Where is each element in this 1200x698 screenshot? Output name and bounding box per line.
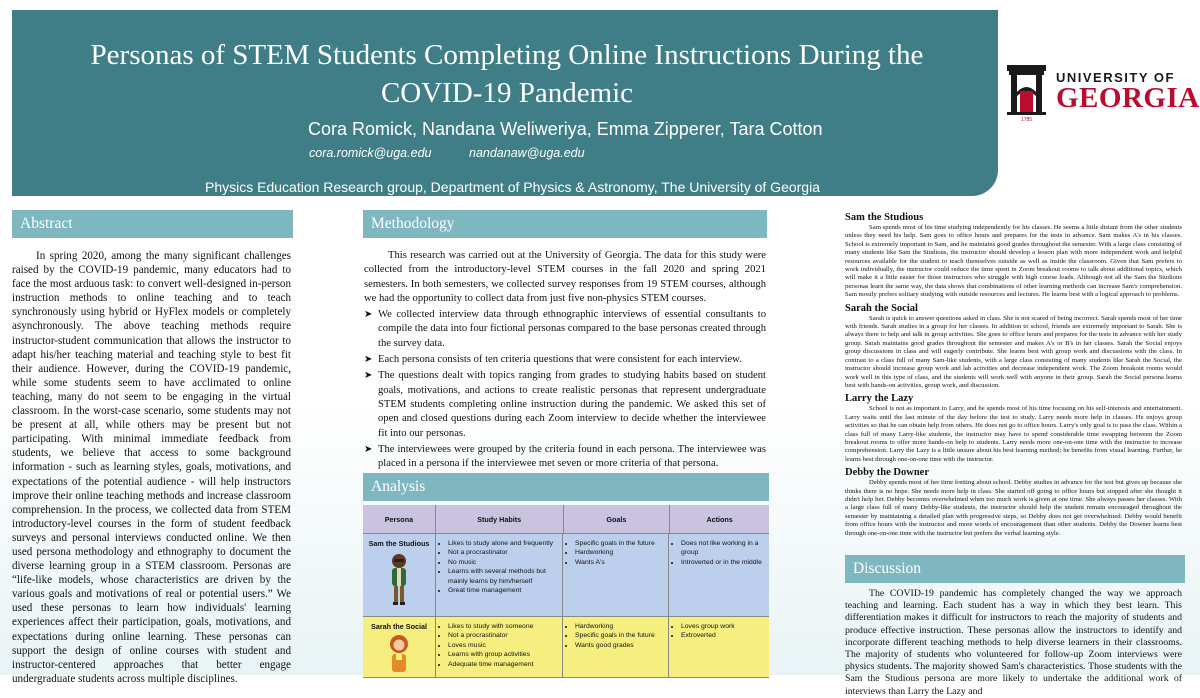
university-logo (1004, 62, 1200, 124)
logo-line-2: GEORGIA (1056, 82, 1200, 114)
persona-descriptions (845, 211, 1182, 540)
list-item: ➤ Each persona consists of ten criteria questions that were consistent for each interview. (364, 353, 766, 367)
discussion-body (845, 588, 1182, 698)
column-header: Goals (564, 505, 671, 533)
column-header: Persona (363, 505, 436, 533)
student-avatar-icon (386, 552, 412, 606)
list-item: • Great time management (448, 586, 559, 595)
analysis-heading: Analysis (363, 473, 769, 501)
list-item: • Wants A's (575, 558, 665, 567)
list-item: • Does not like working in a group (681, 539, 765, 558)
arch-icon (1004, 62, 1049, 122)
methodology-body (364, 249, 766, 473)
persona-heading: Debby the Downer (845, 467, 929, 479)
list-item: • Not a procrastinator (448, 548, 559, 557)
persona-table (363, 505, 769, 678)
persona-text: School is not as important to Larry, and he spends most of his time focusing on his self-interests and entertainment. Larry waits until the last minute of the day before the test to study. Larry needs more help in classes. He enjoys group activities so that he can obtain help from others. He does not go to office hours. Larry's only goal is to pass the class. Within a class full of many Larry-like students, the instructor may have to spend considerable time swapping between the Zoom breakout rooms to offer more hands-on help to students. Larry needs more one-on-one time with the instructor to increase comprehension. Larry the Lazy is a little unsure about his best learning method; he benefits from visual learning. Further, he learns best through one-on-one time with the instructor. (845, 405, 1182, 463)
actions-cell (669, 617, 768, 677)
arrow-bullet-icon: ➤ (364, 309, 373, 321)
column-header: Study Habits (436, 505, 564, 533)
list-item: • No music (448, 558, 559, 567)
author-list: Cora Romick, Nandana Weliweriya, Emma Zipperer, Tara Cotton (308, 119, 823, 139)
affiliation: Physics Education Research group, Department of Physics & Astronomy, The University of Georgia (205, 179, 820, 195)
persona-text: Sarah is quick to answer questions asked in class. She is not scared of being incorrect. Sarah spends most of her time with friends. Sarah studies in a group for her classes. In addition to school, friends are extremely important to Sarah. She is always there to help and talk in group activities. She goes to office hours and prepares for the tests in advance with her study group. Sarah maintains good grades throughout the semester and makes A's or B's in her classes. Sarah the Social enjoys group discussions in class and will eagerly contribute. She learns best with group work and discussions with the class. In contrast to a class full of many Sam-like students, with a large class consisting of many students like Sarah the Social, the instructor should increase group work and lab activities and decrease independent work. The Zoom breakout rooms would work well in this type of class, and the students will work well with anyone in their group. Sarah the Social persona learns best with hands-on activities, group work, and discussion. (845, 314, 1182, 389)
methodology-heading: Methodology (363, 210, 767, 238)
abstract-text: In spring 2020, among the many significant challenges raised by the COVID-19 pandemic, many educators had to face the most arduous task: to convert well-designed in-person instruction methods to online teaching and to teach synchronously using hybrid or HyFlex models or completely asynchronously. The above teaching methods require instructor-student communication that allows the instructor to adapt his/her teaching material and teaching style to best fit their audience. However, during the COVID-19 pandemic, while some students seem to have acclimated to online teaching, many do not seem to be engaging in the virtual classroom. In the worst-case scenario, some students may not be present at all, while others may be present but not participating. With minimal immediate feedback from students, we believe that access to some background information - such as learning styles, goals, motivations, and expectations of the potential audience - will help instructors improve their online teaching methods and increase classroom comprehension. In the process, we collected data from STEM introductory-level courses in the form of student feedback surveys and personal interviews conducted online. We then used persona methodology and ethnography to document the diverse learning group in a STEM classroom. Personas are “life-like models, whose characteristics are driven by the various goals and motivations of real or potential users.” We used these personas to learn how individuals' learning experiences affect their participation, goals, motivations, and expectations during online learning. These personas can support the design of online courses with student and instructor-centered approaches that better engage undergraduate students across multiple disciplines. (12, 250, 291, 685)
list-item: • Learns with several methods but mainly learns by him/herself (448, 567, 559, 586)
goals-cell (563, 534, 669, 616)
list-item: ➤ The interviewees were grouped by the criteria found in each persona. The interviewee was placed in a persona if the interviewee met seven or more criteria of that persona. (364, 443, 766, 470)
list-item: • Introverted or in the middle (681, 558, 765, 567)
abstract-heading: Abstract (12, 210, 293, 238)
list-item: • Loves music (448, 641, 559, 650)
logo-line-1: UNIVERSITY OF (1056, 70, 1175, 85)
list-item: • Specific goals in the future (575, 539, 665, 548)
author-email-1[interactable]: cora.romick@uga.edu (309, 146, 432, 160)
list-item: • Specific goals in the future (575, 631, 665, 640)
table-row (363, 534, 769, 617)
list-item: • Adequate time management (448, 660, 559, 669)
list-item: ➤ We collected interview data through ethnographic interviews of essential consultants to compile the data into four fictional personas compared to the base personas created through the survey data. (364, 309, 767, 349)
poster-title: Personas of STEM Students Completing Online Instructions During the COVID-19 Pandemic (90, 39, 924, 109)
arrow-bullet-icon: ➤ (364, 443, 373, 455)
logo-year: 1785 (1020, 117, 1033, 122)
list-item: • Loves group work (681, 622, 765, 631)
persona-cell: Sam the Studious (363, 534, 436, 616)
author-email-2[interactable]: nandanaw@uga.edu (469, 146, 585, 160)
arrow-bullet-icon: ➤ (364, 370, 373, 382)
persona-heading: Sarah the Social (845, 302, 918, 314)
goals-cell (563, 617, 669, 677)
methodology-intro: This research was carried out at the University of Georgia. The data for this study were collected from the introductory-level STEM courses in the fall 2020 and spring 2021 semesters. In both semesters, we collected survey responses from 19 STEM courses, although we had the opportunity to collect data from just five non-physics STEM courses. (364, 250, 766, 304)
table-row (363, 617, 769, 678)
discussion-text: The COVID-19 pandemic has completely changed the way we approach teaching and learning. Each student has a way in which they best learn. This differentiation makes it difficult for instructors to reach the majority of students and produce effective instruction. These personas allow the instructors to identify and incorporate different teaching methods to help diverse learners in their classrooms. The majority of students who volunteered for follow-up Zoom interviews were physics students. The majority showed Sam's characteristics. Those students with the Sam the Studious persona are more likely to undertake the additional work of interviews than Larry the Lazy and (845, 588, 1182, 697)
list-item: • Hardworking (575, 622, 665, 631)
list-item: • Learns with group activities (448, 650, 559, 659)
list-item: • Wants good grades (575, 641, 665, 650)
methodology-list (364, 308, 766, 471)
persona-text: Debby spends most of her time fretting about school. Debby studies in advance for the test but gives up because she thinks there is no hope. She needs more help in class. She started off going to office hours but stopped after she thought it didn't help her. Debby becomes overwhelmed when too much work is given at one time. She always passes her classes. With a large class full of many Debby-like students, the instructor should help the student remain encouraged throughout the semester by maintaining a detailed plan with progressive steps, so Debby does not get overwhelmed. Debby would benefit from office hours with the instructor and more words of encouragement than other students. Debby the Downer learns best through one-on-one time with the instructor but prefers the verbal learning style. (845, 479, 1182, 537)
table-header-row (363, 505, 769, 534)
list-item: • Likes to study with someone (448, 622, 559, 631)
persona-text: Sam spends most of his time studying independently for his classes. He seems a little distant from the other students unless they need his help. Sam goes to office hours and prepares for the tests in advance. Sam makes A's in his classes. School is extremely important to Sam, and he maintains good grades throughout the semester. With a large class consisting of many students like Sam the Studious, the instructor should develop a lesson plan with more independent work and helpful resources available for the student to teach themselves outside as well as inside the classroom. Given that Sam prefers to work individually, the instructor could reduce the time spent in Zoom breakout rooms to talk about additional topics, which will make it a little easier for those instructors who struggle with high course loads. Although not all the Sam the Studious personas learn the same way, the data shows that combinations of other learning methods can increase Sam's comprehension. Sam mostly prefers solitary studying with outside resources and lectures. He learns best with a logical approach to problems. (845, 224, 1182, 299)
arrow-bullet-icon: ➤ (364, 354, 373, 366)
persona-heading: Sam the Studious (845, 212, 924, 223)
header-banner (12, 10, 998, 196)
habits-cell (436, 617, 563, 677)
persona-cell: Sarah the Social (363, 617, 436, 677)
column-header: Actions (706, 514, 733, 524)
list-item: • Extroverted (681, 631, 765, 640)
list-item: • Likes to study alone and frequently (448, 539, 559, 548)
list-item: ➤ The questions dealt with topics ranging from grades to studying habits based on student goals, motivations, and actions to create realistic personas that represent undergraduate STEM students completing online instruction during the pandemic. We asked this set of open and closed questions during each Zoom interview to decide whether the interviewee fit into our personas. (364, 370, 766, 439)
habits-cell (436, 534, 563, 616)
list-item: • Not a procrastinator (448, 631, 559, 640)
abstract-body (12, 249, 291, 686)
actions-cell (669, 534, 768, 616)
discussion-heading: Discussion (845, 555, 1185, 583)
persona-heading: Larry the Lazy (845, 393, 914, 405)
student-avatar-icon (386, 634, 412, 674)
list-item: • Hardworking (575, 548, 665, 557)
